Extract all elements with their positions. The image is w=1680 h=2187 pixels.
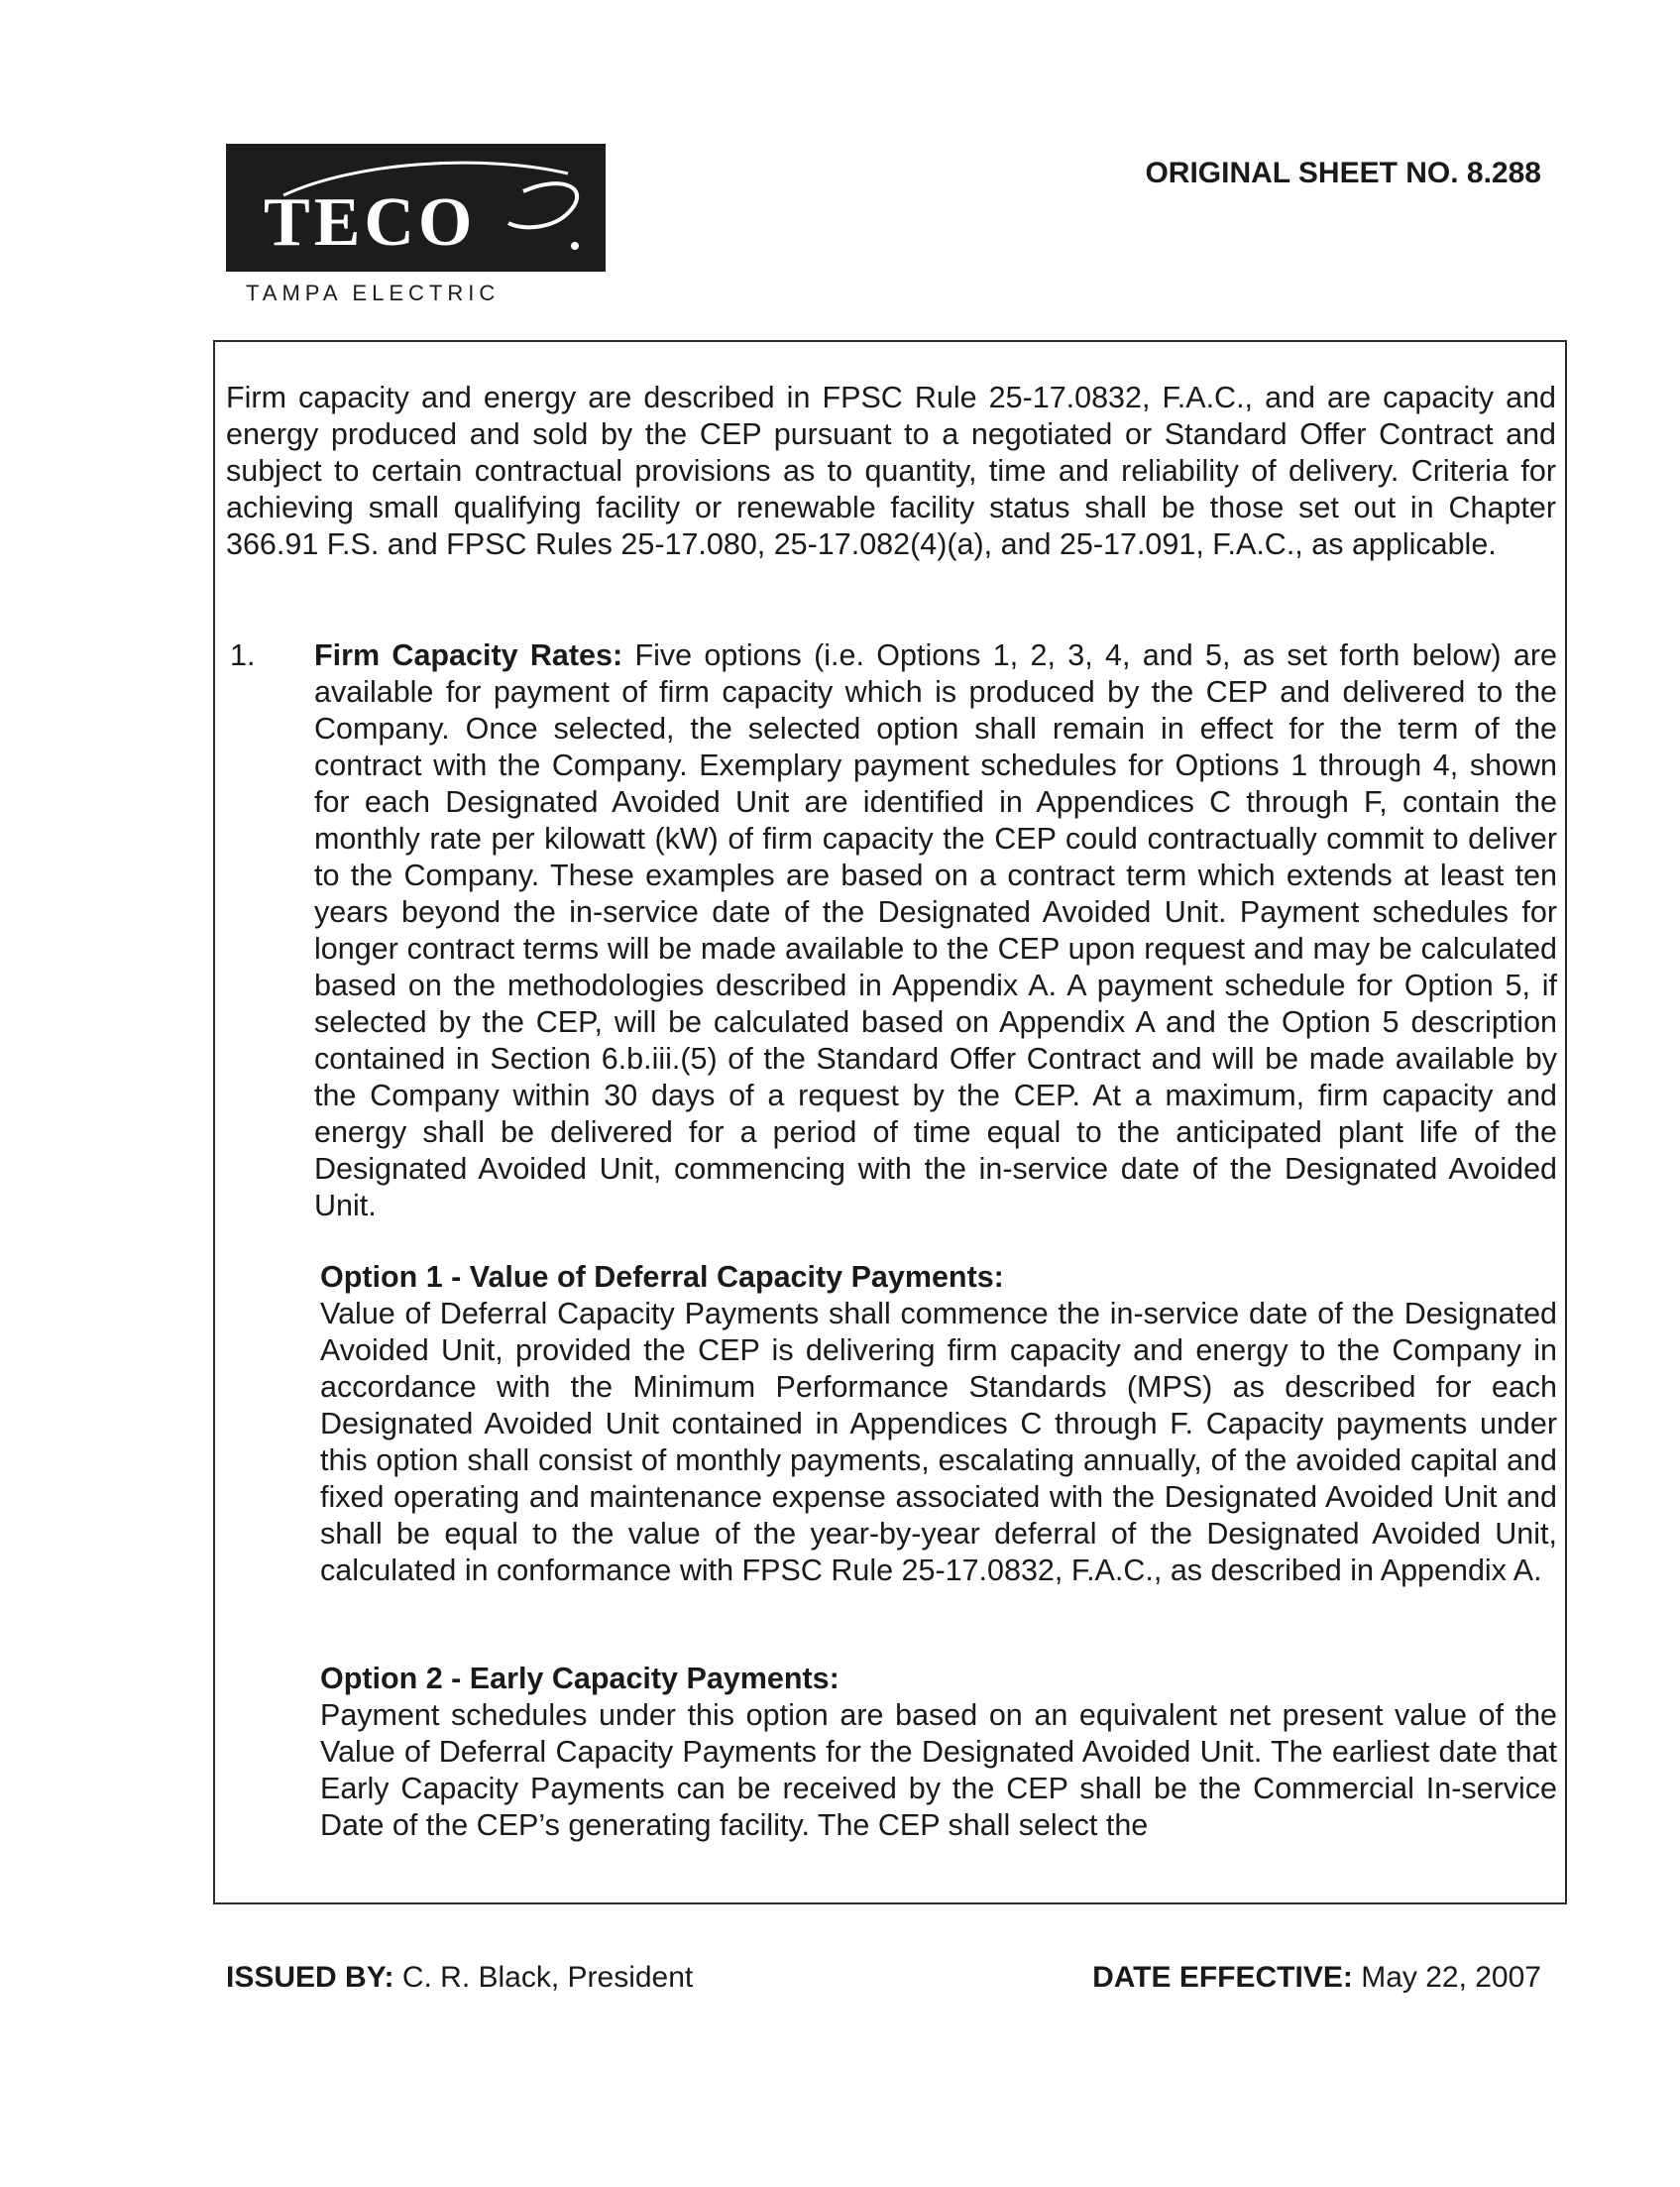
item-number: 1. [230, 638, 256, 672]
issued-by-value: C. R. Black, President [401, 1961, 694, 1994]
logo-subtitle: TAMPA ELECTRIC [246, 281, 501, 305]
logo-wordmark: TECO [264, 184, 477, 261]
sheet-number: ORIGINAL SHEET NO. 8.288 [1145, 157, 1541, 189]
issued-by [226, 1961, 693, 1995]
item-heading: Firm Capacity Rates: [314, 638, 623, 672]
option-2-section [320, 1661, 1557, 1844]
option-1-text: Value of Deferral Capacity Payments shall commence the in-service date of the Designated Avoided Unit, provided the CEP is delivering firm capacity and energy to the Company in accordance with the Minimum Performance Standards (MPS) as described for each Designated Avoided Unit contained in Appendices C through F. Capacity payments under this option shall consist of monthly payments, escalating annually, of the avoided capital and fixed operating and maintenance expense associated with the Designated Avoided Unit and shall be equal to the value of the year-by-year deferral of the Designated Avoided Unit, calculated in conformance with FPSC Rule 25-17.0832, F.A.C., as described in Appendix A. [320, 1297, 1557, 1587]
intro-paragraph: Firm capacity and energy are described in FPSC Rule 25-17.0832, F.A.C., and are capacity and energy produced and sold by the CEP pursuant to a negotiated or Standard Offer Contract and subject to certain contractual provisions as to quantity, time and reliability of delivery. Criteria for achieving small qualifying facility or renewable facility status shall be those set out in Chapter 366.91 F.S. and FPSC Rules 25-17.080, 25-17.082(4)(a), and 25-17.091, F.A.C., as applicable. [226, 381, 1556, 561]
option-1-section [320, 1259, 1557, 1589]
option-1-heading: Option 1 - Value of Deferral Capacity Payments: [320, 1260, 1004, 1294]
date-effective-value: May 22, 2007 [1361, 1961, 1541, 1994]
issued-by-label: ISSUED BY: [226, 1961, 394, 1994]
option-2-text: Payment schedules under this option are based on an equivalent net present value of the Value of Deferral Capacity Payments for the Designated Avoided Unit. The earliest date that Early Capacity Payments can be received by the CEP shall be the Commercial In-service Date of the CEP’s generating facility. The CEP shall select the [320, 1698, 1557, 1842]
date-effective-label: DATE EFFECTIVE: [1092, 1961, 1353, 1994]
date-effective [1092, 1961, 1541, 1995]
item-firm-capacity-rates [314, 637, 1557, 1224]
option-2-heading: Option 2 - Early Capacity Payments: [320, 1662, 840, 1695]
teco-logo-graphic [226, 144, 606, 272]
item-text: Five options (i.e. Options 1, 2, 3, 4, and 5, as set forth below) are available for payment of firm capacity which is produced by the CEP and delivered to the Company. Once selected, the selected option shall remain in effect for the term of the contract with the Company. Exemplary payment schedules for Options 1 through 4, shown for each Designated Avoided Unit are identified in Appendices C through F, contain the monthly rate per kilowatt (kW) of firm capacity the CEP could contractually commit to deliver to the Company. These examples are based on a contract term which extends at least ten years beyond the in-service date of the Designated Avoided Unit. Payment schedules for longer contract terms will be made available to the CEP upon request and may be calculated based on the methodologies described in Appendix A. A payment schedule for Option 5, if selected by the CEP, will be calculated based on Appendix A and the Option 5 description contained in Section 6.b.iii.(5) of the Standard Offer Contract and will be made available by the Company within 30 days of a request by the CEP. At a maximum, firm capacity and energy shall be delivered for a period of time equal to the anticipated plant life of the Designated Avoided Unit, commencing with the in-service date of the Designated Avoided Unit. [314, 638, 1557, 1222]
teco-logo [226, 144, 606, 272]
